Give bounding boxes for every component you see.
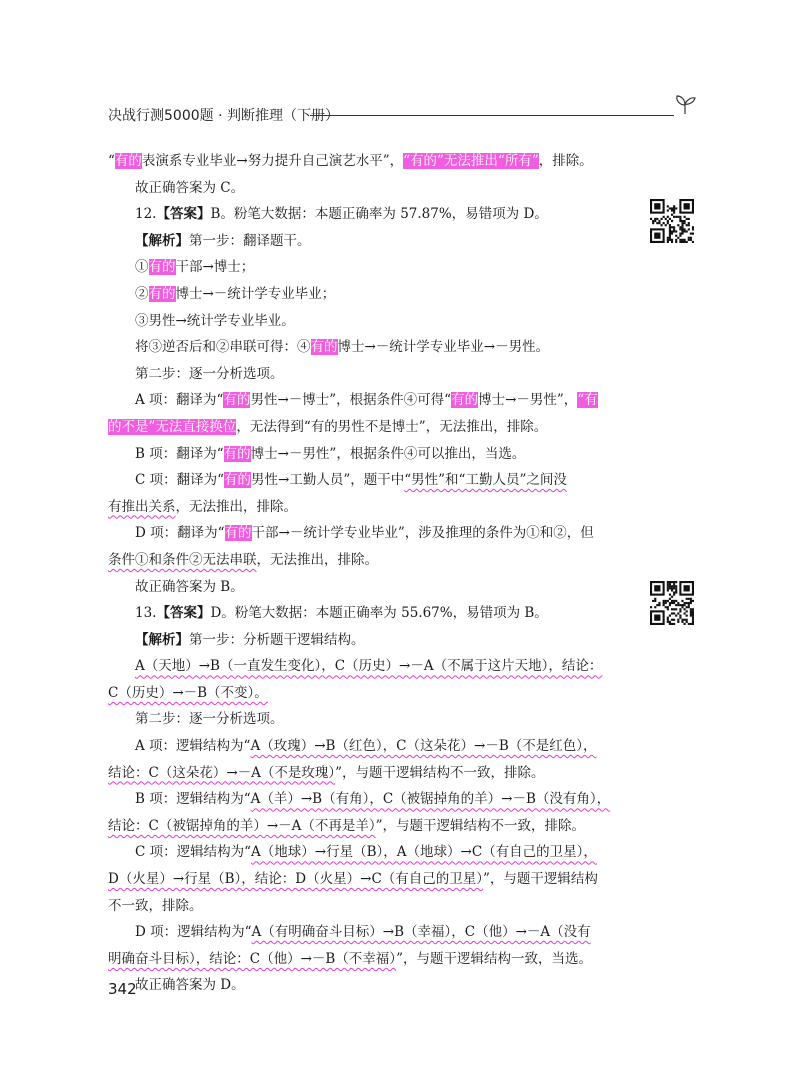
- header-rule: [310, 115, 674, 116]
- wavy-underline: A（有明确奋斗目标）→B（幸福），C（他）→－A（没有: [251, 924, 591, 941]
- wavy-underline: 结论：C（这朵花）→－A（不是玫瑰）: [108, 764, 336, 781]
- wavy-underline: A（羊）→B（有角），C（被锯掉角的羊）→－B（没有角），: [250, 791, 611, 808]
- q12-option-a-cont: 的不是”无法直接换位，无法得到“有的男性不是博士”，无法推出，排除。: [108, 418, 548, 435]
- wavy-underline: A（玫瑰）→B（红色），C（这朵花）→－B（不是红色），: [250, 738, 597, 755]
- qr-code-q12[interactable]: [650, 199, 694, 243]
- q12-conclusion: 故正确答案为 B。: [135, 578, 244, 595]
- q12-option-c-cont: 有推出关系，无法推出，排除。: [108, 498, 297, 515]
- highlight: “有的”无法推出“所有”: [403, 153, 539, 169]
- highlight: 有的: [224, 472, 252, 489]
- q13-option-a-cont: 结论：C（这朵花）→－A（不是玫瑰）”，与题干逻辑结构不一致，排除。: [108, 764, 545, 781]
- q12-condition-1: ①有的干部→博士；: [135, 259, 255, 276]
- qr-code-icon: [650, 199, 694, 243]
- wavy-underline: 有推出关系: [108, 498, 176, 515]
- sprout-icon: [674, 94, 696, 114]
- q13-option-c-cont: D（火星）→行星（B），结论：D（火星）→C（有自己的卫星）”，与题干逻辑结构: [108, 871, 598, 888]
- wavy-underline: A（地球）→行星（B），A（地球）→C（有自己的卫星），: [251, 844, 597, 861]
- wavy-underline: “男性”和“工勤人员”之间没: [404, 472, 567, 489]
- highlight: “有: [577, 392, 598, 409]
- highlight: 有的: [310, 339, 338, 356]
- page-number: 342: [108, 980, 137, 998]
- wavy-underline: C（历史）→－B（不变）。: [108, 684, 268, 701]
- q13-option-c-cont2: 不一致，排除。: [108, 897, 203, 914]
- wavy-underline: 条件①和条件②无法串联: [108, 551, 257, 568]
- q12-condition-3: ③男性→统计学专业毕业。: [135, 312, 295, 329]
- q13-option-c: C 项：逻辑结构为“A（地球）→行星（B），A（地球）→C（有自己的卫星），: [135, 844, 597, 861]
- q13-answer-line: 13.【答案】D。粉笔大数据：本题正确率为 55.67%，易错项为 B。: [135, 605, 548, 622]
- q12-option-b: B 项：翻译为“有的博士→－男性”，根据条件④可以推出，当选。: [135, 445, 526, 462]
- q13-stem-structure-cont: [108, 680, 624, 707]
- q13-option-a: A 项：逻辑结构为“A（玫瑰）→B（红色），C（这朵花）→－B（不是红色），: [135, 738, 597, 755]
- highlight: 有的: [148, 259, 176, 276]
- q12-condition-2: ②有的博士→－统计学专业毕业；: [135, 285, 336, 302]
- q13-option-b-cont: 结论：C（被锯掉角的羊）→－A（不再是羊）”，与题干逻辑结构不一致，排除。: [108, 817, 586, 834]
- highlight: 有的: [223, 392, 251, 409]
- book-title: 决战行测5000题 · 判断推理（下册）: [108, 108, 339, 124]
- q12-option-d: D 项：翻译为“有的干部→－统计学专业毕业”，涉及推理的条件为①和②，但: [135, 525, 594, 542]
- q13-analysis-step2: 第二步：逐一分析选项。: [135, 711, 284, 728]
- q12-analysis-step2: 第二步：逐一分析选项。: [135, 365, 284, 382]
- q13-option-b: B 项：逻辑结构为“A（羊）→B（有角），C（被锯掉角的羊）→－B（没有角），: [135, 791, 611, 808]
- q13-analysis-step1: 【解析】第一步：分析题干逻辑结构。: [135, 631, 365, 648]
- q12-option-c: C 项：翻译为“有的男性→工勤人员”，题干中“男性”和“工勤人员”之间没: [135, 472, 567, 489]
- q13-stem-structure: [108, 653, 624, 680]
- highlight: 有的: [451, 392, 479, 409]
- answer-conclusion: 故正确答案为 C。: [135, 179, 245, 196]
- wavy-underline: 结论：C（被锯掉角的羊）→－A（不再是羊）: [108, 817, 376, 834]
- q13-conclusion: 故正确答案为 D。: [135, 977, 245, 994]
- highlight: 有的: [223, 445, 251, 462]
- highlight: 有的: [148, 285, 176, 302]
- text-line: “有的表演系专业毕业→努力提升自己演艺水平”，“有的”无法推出“所有”，排除。: [108, 153, 593, 169]
- wavy-underline: 明确奋斗目标），结论：C（他）→－B（不幸福）: [108, 950, 397, 967]
- q12-condition-4: 将③逆否后和②串联可得：④有的博士→－统计学专业毕业→－男性。: [135, 339, 550, 356]
- wavy-underline: D（火星）→行星（B），结论：D（火星）→C（有自己的卫星）: [108, 871, 484, 888]
- answer-explanations: [108, 148, 624, 999]
- wavy-underline: A（天地）→B（一直发生变化），C（历史）→－A（不属于这片天地），结论：: [135, 658, 603, 675]
- q13-option-d-cont: 明确奋斗目标），结论：C（他）→－B（不幸福）”，与题干逻辑结构一致，当选。: [108, 950, 592, 967]
- highlight: 的不是”无法直接换位: [108, 418, 237, 435]
- q12-option-a: A 项：翻译为“有的男性→－博士”，根据条件④可得“有的博士→－男性”，“有: [135, 392, 598, 409]
- highlight: 有的: [224, 525, 252, 542]
- q12-option-d-cont: 条件①和条件②无法串联，无法推出，排除。: [108, 551, 378, 568]
- running-header: [108, 100, 696, 130]
- q12-answer-line: 12.【答案】B。粉笔大数据：本题正确率为 57.87%，易错项为 D。: [135, 206, 548, 223]
- q12-analysis-step1: 【解析】第一步：翻译题干。: [135, 232, 311, 249]
- q13-option-d: D 项：逻辑结构为“A（有明确奋斗目标）→B（幸福），C（他）→－A（没有: [135, 924, 591, 941]
- qr-code-q13[interactable]: [650, 581, 694, 625]
- highlight: 有的: [114, 153, 142, 169]
- qr-code-icon: [650, 581, 694, 625]
